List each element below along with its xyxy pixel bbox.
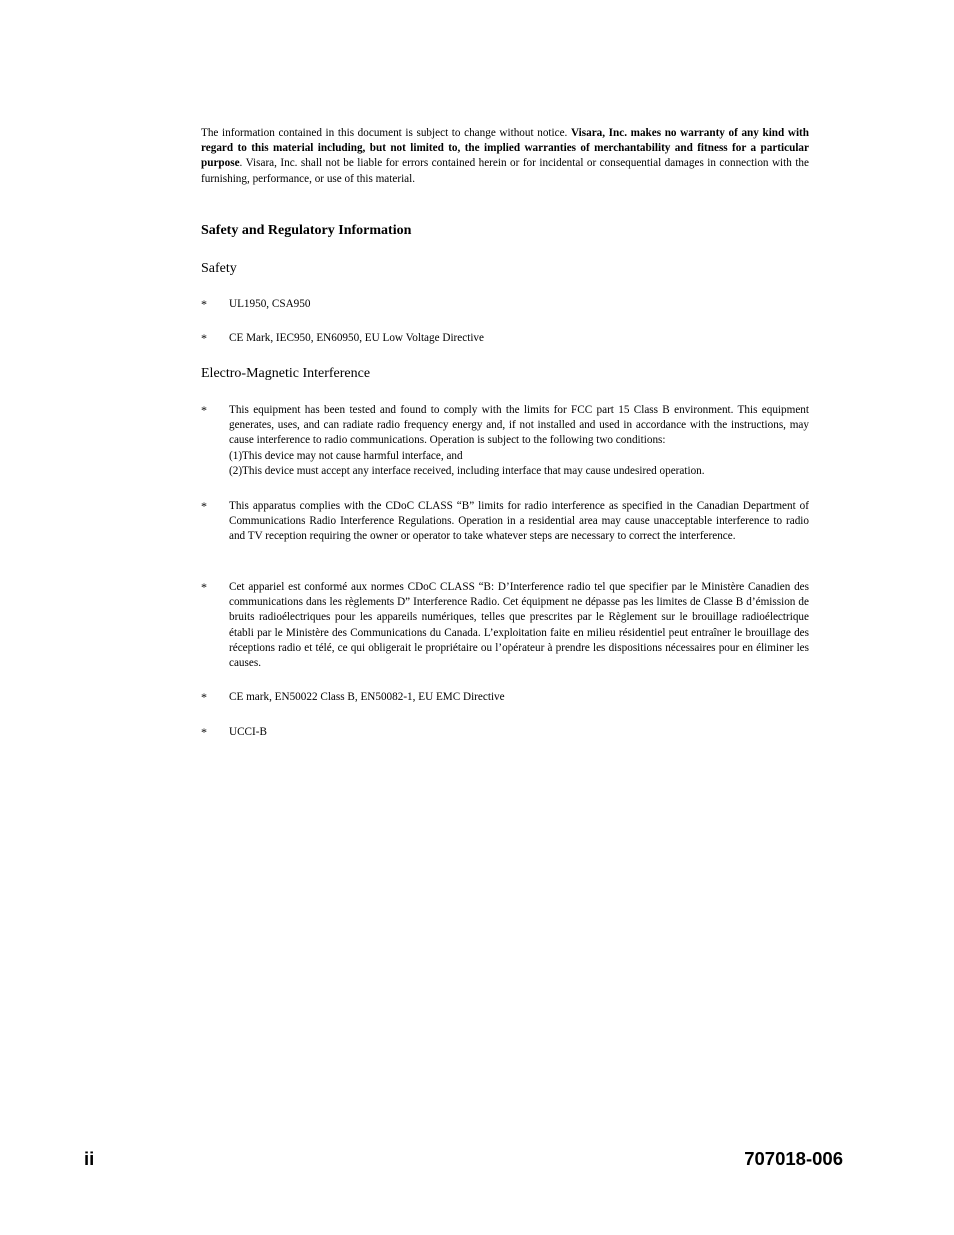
- safety-item-ul: [201, 297, 809, 312]
- emi-item-text: Cet appariel est conformé aux normes CDoC CLASS “B: D’Interference radio tel que specifier par le Ministère Canadien des communications dans les règlements D” Interference Radio. Cet équipment ne dépasse pas les limites de Classe B d’émission de bruits radioélectriques pour les appareils numériques, telles que prescrites par le Règlement sur le brouillage radioélectrique établi par le Ministère des Communications du Canada. L’exploitation faite en milieu résidentiel peut entraîner le brouillage des réceptions radio et télé, ce qui obligerait le propriétaire ou l’opérateur à prendre les dispositions nécessaires pour en éliminer les causes.: [229, 581, 809, 670]
- emi-item-text: This apparatus complies with the CDoC CLASS “B” limits for radio interference as specified in the Canadian Department of Communications Radio Interference Regulations. Operation in a residential area may cause unacceptable interference to radio and TV reception requiring the owner or operator to take whatever steps are necessary to correct the interference.: [229, 500, 809, 543]
- emi-item-cdoc-en: [201, 499, 809, 545]
- safety-heading: Safety: [201, 261, 237, 276]
- safety-item-ce: [201, 331, 809, 346]
- disclaimer-intro: The information contained in this document is subject to change without notice.: [201, 127, 571, 139]
- emi-item-text: CE mark, EN50022 Class B, EN50082-1, EU EMC Directive: [229, 691, 505, 703]
- document-number: 707018-006: [744, 1148, 843, 1169]
- fcc-condition-1: (1)This device may not cause harmful interface, and: [229, 449, 463, 462]
- bullet-marker: *: [201, 297, 207, 311]
- disclaimer-rest: . Visara, Inc. shall not be liable for errors contained herein or for incidental or consequential damages in connection with the furnishing, performance, or use of this material.: [201, 157, 809, 185]
- safety-item-text: UL1950, CSA950: [229, 298, 311, 310]
- emi-item-ucci: [201, 725, 809, 740]
- disclaimer-warranty-bold: Visara, Inc. makes no warranty of any kind with regard to this material including, but not limited to, the implied warranties of merchantability and fitness for a particular purpose: [201, 127, 810, 170]
- emi-item-text: [229, 403, 809, 479]
- bullet-marker: *: [201, 499, 207, 513]
- fcc-paragraph: This equipment has been tested and found to comply with the limits for FCC part 15 Class B environment. This equipment generates, uses, and can radiate radio frequency energy and, if not installed and used in accordance with the instructions, may cause interference to radio communications. Operation is subject to the following two conditions:: [229, 404, 809, 447]
- bullet-marker: *: [201, 690, 207, 704]
- bullet-marker: *: [201, 331, 207, 345]
- emi-item-ce: [201, 690, 809, 705]
- bullet-marker: *: [201, 580, 207, 594]
- bullet-marker: *: [201, 403, 207, 417]
- page-number: ii: [84, 1148, 95, 1169]
- emi-item-text: UCCI-B: [229, 726, 267, 738]
- bullet-marker: *: [201, 725, 207, 739]
- disclaimer-paragraph: [201, 126, 809, 187]
- emi-heading: Electro-Magnetic Interference: [201, 366, 371, 381]
- section-title: Safety and Regulatory Information: [201, 223, 412, 238]
- emi-item-cdoc-fr: [201, 580, 809, 671]
- safety-item-text: CE Mark, IEC950, EN60950, EU Low Voltage Directive: [229, 332, 484, 344]
- fcc-condition-2: (2)This device must accept any interface received, including interface that may cause undesired operation.: [229, 464, 705, 477]
- emi-item-fcc: [201, 403, 809, 479]
